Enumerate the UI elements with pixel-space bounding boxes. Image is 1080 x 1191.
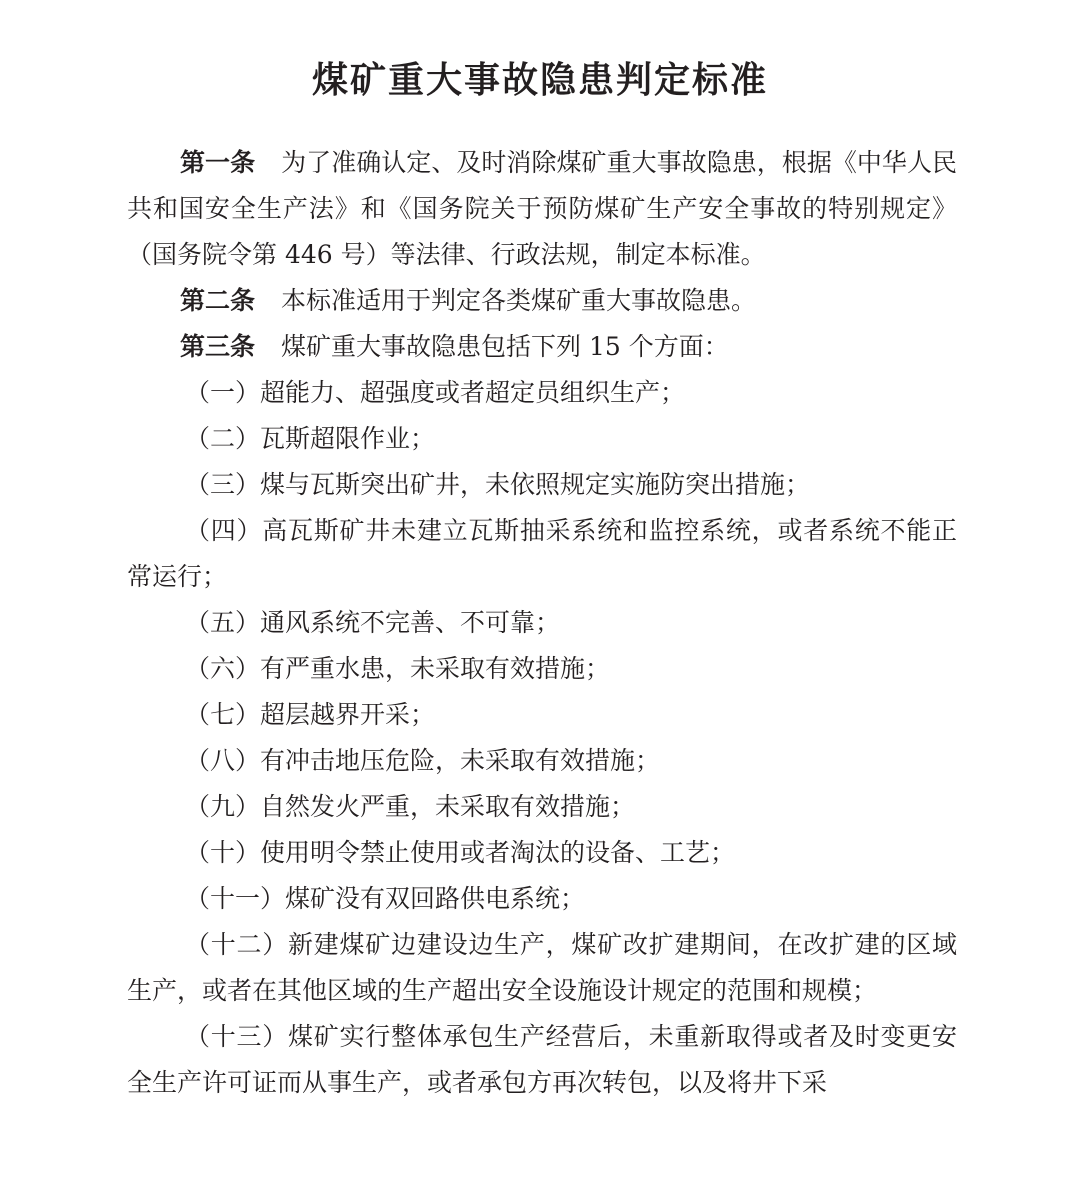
article-label: 第二条 bbox=[180, 286, 256, 315]
article-text: 本标准适用于判定各类煤矿重大事故隐患。 bbox=[281, 286, 757, 315]
article-text: 煤矿重大事故隐患包括下列 15 个方面： bbox=[281, 332, 729, 361]
list-item: （十三）煤矿实行整体承包生产经营后，未重新取得或者及时变更安全生产许可证而从事生产，或者承包方再次转包，以及将井下采 bbox=[127, 1022, 957, 1097]
article-label: 第一条 bbox=[180, 148, 256, 177]
article-2 bbox=[127, 278, 957, 324]
document-title: 煤矿重大事故隐患判定标准 bbox=[311, 59, 768, 102]
list-item: （十二）新建煤矿边建设边生产，煤矿改扩建期间，在改扩建的区域生产，或者在其他区域的生产超出安全设施设计规定的范围和规模； bbox=[127, 930, 957, 1005]
list-item: （十一）煤矿没有双回路供电系统； bbox=[185, 884, 586, 913]
list-item: （七）超层越界开采； bbox=[185, 700, 436, 729]
list-item: （三）煤与瓦斯突出矿井，未依照规定实施防突出措施； bbox=[185, 470, 811, 499]
article-label: 第三条 bbox=[180, 332, 256, 361]
article-1 bbox=[127, 140, 957, 278]
list-item: （一）超能力、超强度或者超定员组织生产； bbox=[185, 378, 686, 407]
list-item: （二）瓦斯超限作业； bbox=[185, 424, 436, 453]
list-item: （十）使用明令禁止使用或者淘汰的设备、工艺； bbox=[185, 838, 736, 867]
list-item: （八）有冲击地压危险，未采取有效措施； bbox=[185, 746, 661, 775]
list-item: （六）有严重水患，未采取有效措施； bbox=[185, 654, 611, 683]
article-text: 为了准确认定、及时消除煤矿重大事故隐患，根据《中华人民共和国安全生产法》和《国务院关于预防煤矿生产安全事故的特别规定》（国务院令第 446 号）等法律、行政法规，制定本标准。 bbox=[127, 148, 957, 269]
document-body bbox=[127, 140, 957, 1106]
list-item: （四）高瓦斯矿井未建立瓦斯抽采系统和监控系统，或者系统不能正常运行； bbox=[127, 516, 957, 591]
list-item: （九）自然发火严重，未采取有效措施； bbox=[185, 792, 636, 821]
list-item: （五）通风系统不完善、不可靠； bbox=[185, 608, 561, 637]
article-3 bbox=[127, 324, 957, 370]
